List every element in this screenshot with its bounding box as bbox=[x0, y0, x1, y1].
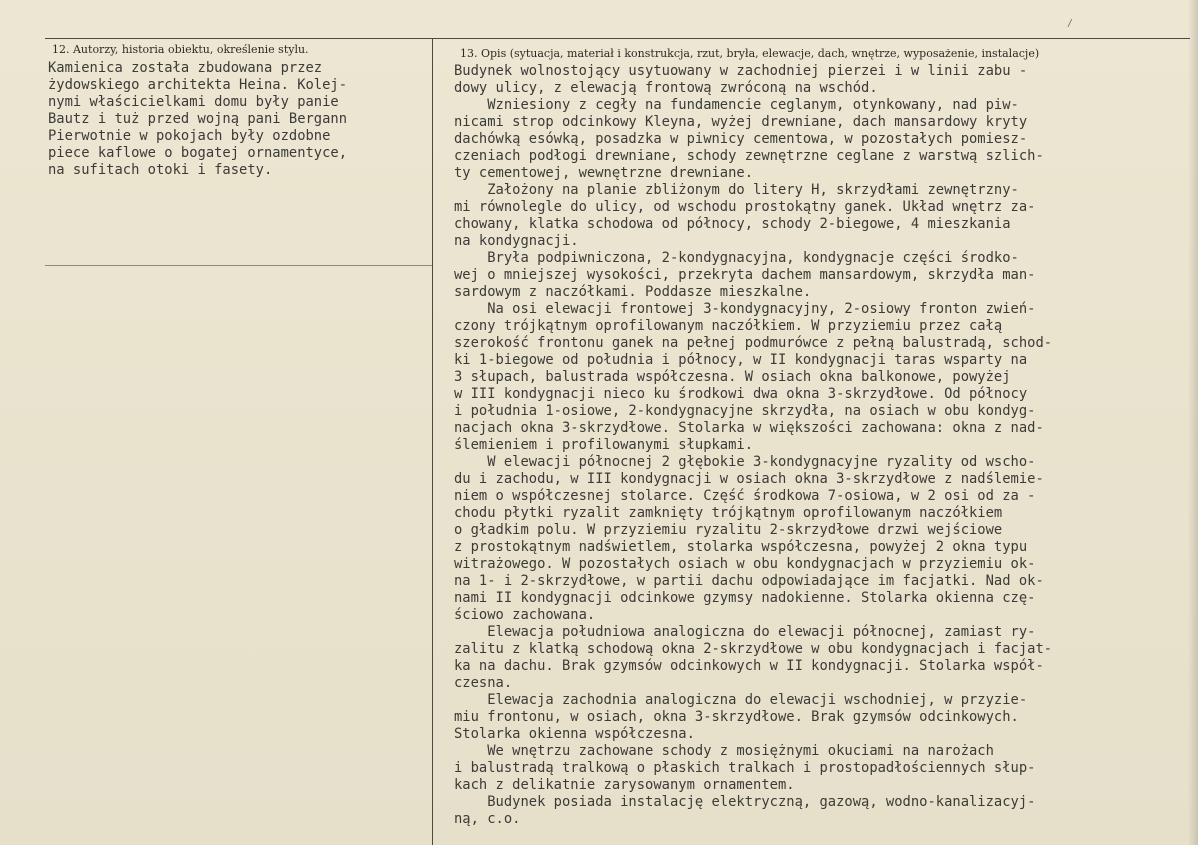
text-line: Założony na planie zbliżonym do litery H, skrzydłami zewnętrzny- bbox=[454, 182, 1019, 198]
text-line: czeniach podłogi drewniane, schody zewnętrzne ceglane z warstwą szlich- bbox=[454, 148, 1044, 164]
text-line: ściowo zachowana. bbox=[454, 607, 596, 623]
text-line: kach z delikatnie zarysowanym ornamentem. bbox=[454, 777, 795, 793]
pencil-mark: / bbox=[1067, 18, 1074, 29]
text-line: ki 1-biegowe od południa i północy, w II kondygnacji taras wsparty na bbox=[454, 352, 1028, 368]
text-line: miu frontonu, w osiach, okna 3-skrzydłowe. Brak gzymsów odcinkowych. bbox=[454, 709, 1019, 725]
text-line: Na osi elewacji frontowej 3-kondygnacyjny, 2-osiowy fronton zwień- bbox=[454, 301, 1036, 317]
column-divider bbox=[432, 38, 433, 845]
text-line: szerokość frontonu ganek na pełnej podmurówce z pełną balustradą, schod- bbox=[454, 335, 1053, 351]
text-line: Elewacja zachodnia analogiczna do elewacji wschodniej, w przyzie- bbox=[454, 692, 1028, 708]
text-line: Wzniesiony z cegły na fundamencie ceglanym, otynkowany, nad piw- bbox=[454, 97, 1019, 113]
text-line: z prostokątnym nadświetlem, stolarka współczesna, powyżej 2 okna typu bbox=[454, 539, 1028, 555]
text-line: chowany, klatka schodowa od północy, schody 2-biegowe, 4 mieszkania bbox=[454, 216, 1011, 232]
text-line: sardowym z naczółkami. Poddasze mieszkalne. bbox=[454, 284, 812, 300]
text-line: ty cementowej, wewnętrzne drewniane. bbox=[454, 165, 754, 181]
text-line: niem o współczesnej stolarce. Część środkowa 7-osiowa, w 2 osi od za - bbox=[454, 488, 1036, 504]
text-line: Bautz i tuż przed wojną pani Bergann bbox=[48, 111, 348, 127]
paper-edge bbox=[1188, 0, 1198, 845]
text-line: We wnętrzu zachowane schody z mosiężnymi okuciami na narożach bbox=[454, 743, 994, 759]
text-line: na sufitach otoki i fasety. bbox=[48, 162, 273, 178]
text-line: czesna. bbox=[454, 675, 513, 691]
text-line: Bryła podpiwniczona, 2-kondygnacyjna, kondygnacje części środko- bbox=[454, 250, 1019, 266]
text-line: żydowskiego architekta Heina. Kolej- bbox=[48, 77, 348, 93]
section-12-header: 12. Autorzy, historia obiektu, określenie stylu. bbox=[52, 43, 309, 56]
section-13-header: 13. Opis (sytuacja, materiał i konstrukcja, rzut, bryła, elewacje, dach, wnętrze, wyposażenie, instalacje) bbox=[460, 47, 1040, 60]
text-line: w III kondygnacji nieco ku środkowi dwa okna 3-skrzydłowe. Od północy bbox=[454, 386, 1028, 402]
text-line: Pierwotnie w pokojach były ozdobne bbox=[48, 128, 331, 144]
section-13-text bbox=[454, 63, 1052, 828]
text-line: nymi właścicielkami domu były panie bbox=[48, 94, 339, 110]
text-line: dowy ulicy, z elewacją frontową zwróconą na wschód. bbox=[454, 80, 878, 96]
text-line: na kondygnacji. bbox=[454, 233, 579, 249]
top-rule bbox=[45, 38, 1190, 39]
text-line: ną, c.o. bbox=[454, 811, 521, 827]
text-line: Budynek posiada instalację elektryczną, gazową, wodno-kanalizacyj- bbox=[454, 794, 1036, 810]
text-line: W elewacji północnej 2 głębokie 3-kondygnacyjne ryzality od wscho- bbox=[454, 454, 1036, 470]
text-line: Elewacja południowa analogiczna do elewacji północnej, zamiast ry- bbox=[454, 624, 1036, 640]
text-line: zalitu z klatką schodową okna 2-skrzydłowe w obu kondygnacjach i facjat- bbox=[454, 641, 1053, 657]
text-line: i balustradą tralkową o płaskich tralkach i prostopadłościennych słup- bbox=[454, 760, 1036, 776]
text-line: witrażowego. W pozostałych osiach w obu kondygnacjach w przyziemiu ok- bbox=[454, 556, 1036, 572]
section-12-text bbox=[48, 60, 347, 179]
text-line: Budynek wolnostojący usytuowany w zachodniej pierzei i w linii zabu - bbox=[454, 63, 1028, 79]
text-line: du i zachodu, w III kondygnacji w osiach okna 3-skrzydłowe z nadślemie- bbox=[454, 471, 1044, 487]
text-line: nami II kondygnacji odcinkowe gzymsy nadokienne. Stolarka okienna czę- bbox=[454, 590, 1036, 606]
text-line: nicami strop odcinkowy Kleyna, wyżej drewniane, dach mansardowy kryty bbox=[454, 114, 1028, 130]
left-section-rule bbox=[45, 265, 432, 266]
text-line: piece kaflowe o bogatej ornamentyce, bbox=[48, 145, 348, 161]
text-line: mi równolegle do ulicy, od wschodu prostokątny ganek. Układ wnętrz za- bbox=[454, 199, 1036, 215]
text-line: ślemieniem i profilowanymi słupkami. bbox=[454, 437, 754, 453]
text-line: ka na dachu. Brak gzymsów odcinkowych w II kondygnacji. Stolarka współ- bbox=[454, 658, 1044, 674]
text-line: nacjach okna 3-skrzydłowe. Stolarka w większości zachowana: okna z nad- bbox=[454, 420, 1044, 436]
text-line: 3 słupach, balustrada współczesna. W osiach okna balkonowe, powyżej bbox=[454, 369, 1011, 385]
text-line: wej o mniejszej wysokości, przekryta dachem mansardowym, skrzydła man- bbox=[454, 267, 1036, 283]
text-line: czony trójkątnym oprofilowanym naczółkiem. W przyziemiu przez całą bbox=[454, 318, 1003, 334]
text-line: Stolarka okienna współczesna. bbox=[454, 726, 695, 742]
text-line: na 1- i 2-skrzydłowe, w partii dachu odpowiadające im facjatki. Nad ok- bbox=[454, 573, 1044, 589]
text-line: o gładkim polu. W przyziemiu ryzalitu 2-skrzydłowe drzwi wejściowe bbox=[454, 522, 1003, 538]
text-line: chodu płytki ryzalit zamknięty trójkątnym oprofilowanym naczółkiem bbox=[454, 505, 1003, 521]
text-line: dachówką esówką, posadzka w piwnicy cementowa, w pozostałych pomiesz- bbox=[454, 131, 1028, 147]
text-line: Kamienica została zbudowana przez bbox=[48, 60, 323, 76]
text-line: i południa 1-osiowe, 2-kondygnacyjne skrzydła, na osiach w obu kondyg- bbox=[454, 403, 1036, 419]
